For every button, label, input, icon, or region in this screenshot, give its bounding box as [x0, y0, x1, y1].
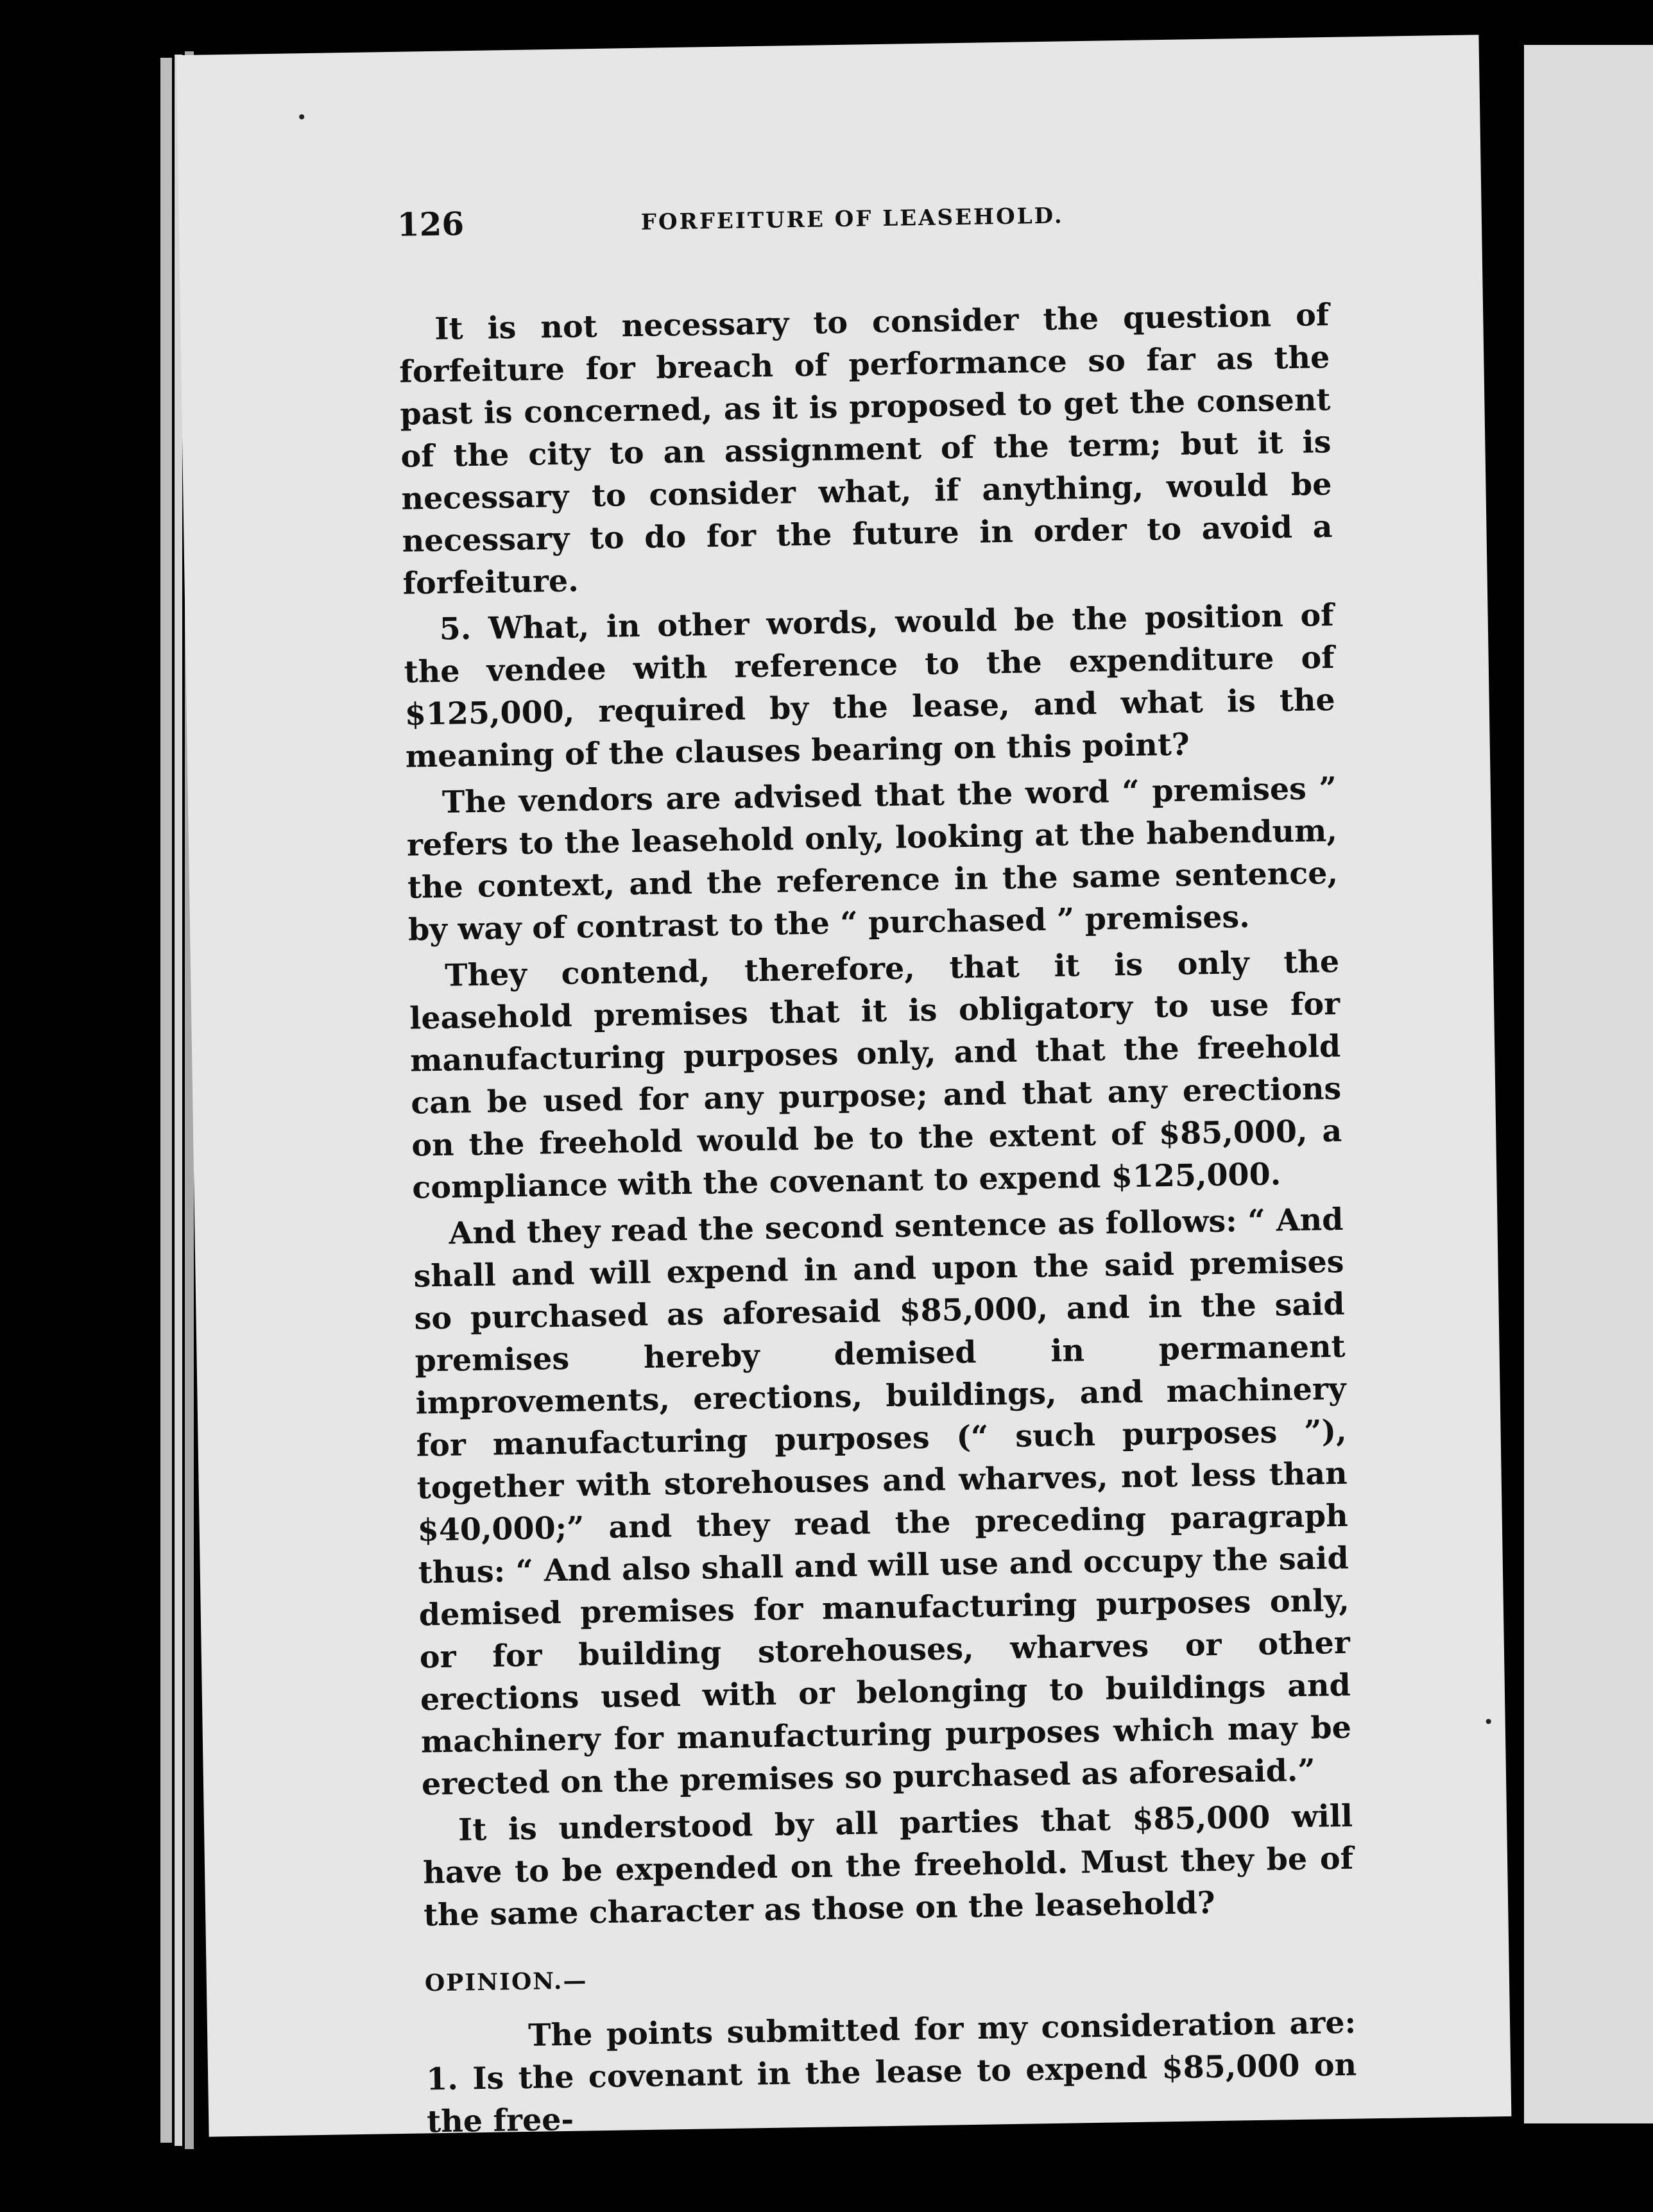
paragraph: It is not necessary to consider the question of forfeiture for breach of performance so far as the past is concerned, as it is proposed to get the consent of the city to an assignment of the term; but it is necessary to consider what, if anything, would be necessary to do for the future in order to avoid a forfeiture. [398, 296, 1333, 602]
page-body [398, 294, 1358, 2147]
book-edge [160, 58, 172, 2143]
opinion-heading: OPINION.— [424, 1967, 588, 1997]
paragraph: They contend, therefore, that it is only the leasehold premises that it is obligatory to use for manufacturing purposes only, and that the freehold can be used for any purpose; and that any erections on the freehold would be to the extent of $85,000, a compliance with the covenant to expend $125,000. [409, 943, 1342, 1206]
opinion-paragraph: The points submitted for my consideration are: 1. Is the covenant in the lease to expend $85,000 on the free- [425, 2004, 1357, 2140]
speck-mark [299, 114, 304, 119]
speck-mark [1486, 1719, 1491, 1724]
facing-page-edge [1524, 45, 1653, 2123]
page-header [397, 191, 1321, 257]
page-number: 126 [397, 205, 465, 244]
paragraph: The vendors are advised that the word “ premises ” refers to the leasehold only, looking at the habendum, the context, and the reference in the same sentence, by way of contrast to the “ purchased ” premises. [406, 770, 1339, 948]
running-title: FORFEITURE OF LEASEHOLD. [640, 203, 1065, 235]
book-page [176, 35, 1512, 2140]
paragraph: It is understood by all parties that $85,000 will have to be expended on the freehold. Must they be of the same character as those on the leasehold? [422, 1798, 1354, 1934]
paragraph: 5. What, in other words, would be the position of the vendee with reference to the expenditure of $125,000, required by the lease, and what is the meaning of the clauses bearing on this point? [404, 597, 1336, 775]
paragraph: And they read the second sentence as follows: “ And shall and will expend in and upon the said premises so purchased as aforesaid $85,000, and in the said premises hereby demised in permanent improvements, erections, buildings, and machinery for manufacturing purposes (“ such purposes ”), together with storehouses and wharves, not less than $40,000;” and they read the preceding paragraph thus: “ And also shall and will use and occupy the said demised premises for manufacturing purposes only, or for building storehouses, wharves or other erections used with or belonging to buildings and machinery for manufacturing purposes which may be erected on the premises so purchased as aforesaid.” [413, 1201, 1352, 1803]
